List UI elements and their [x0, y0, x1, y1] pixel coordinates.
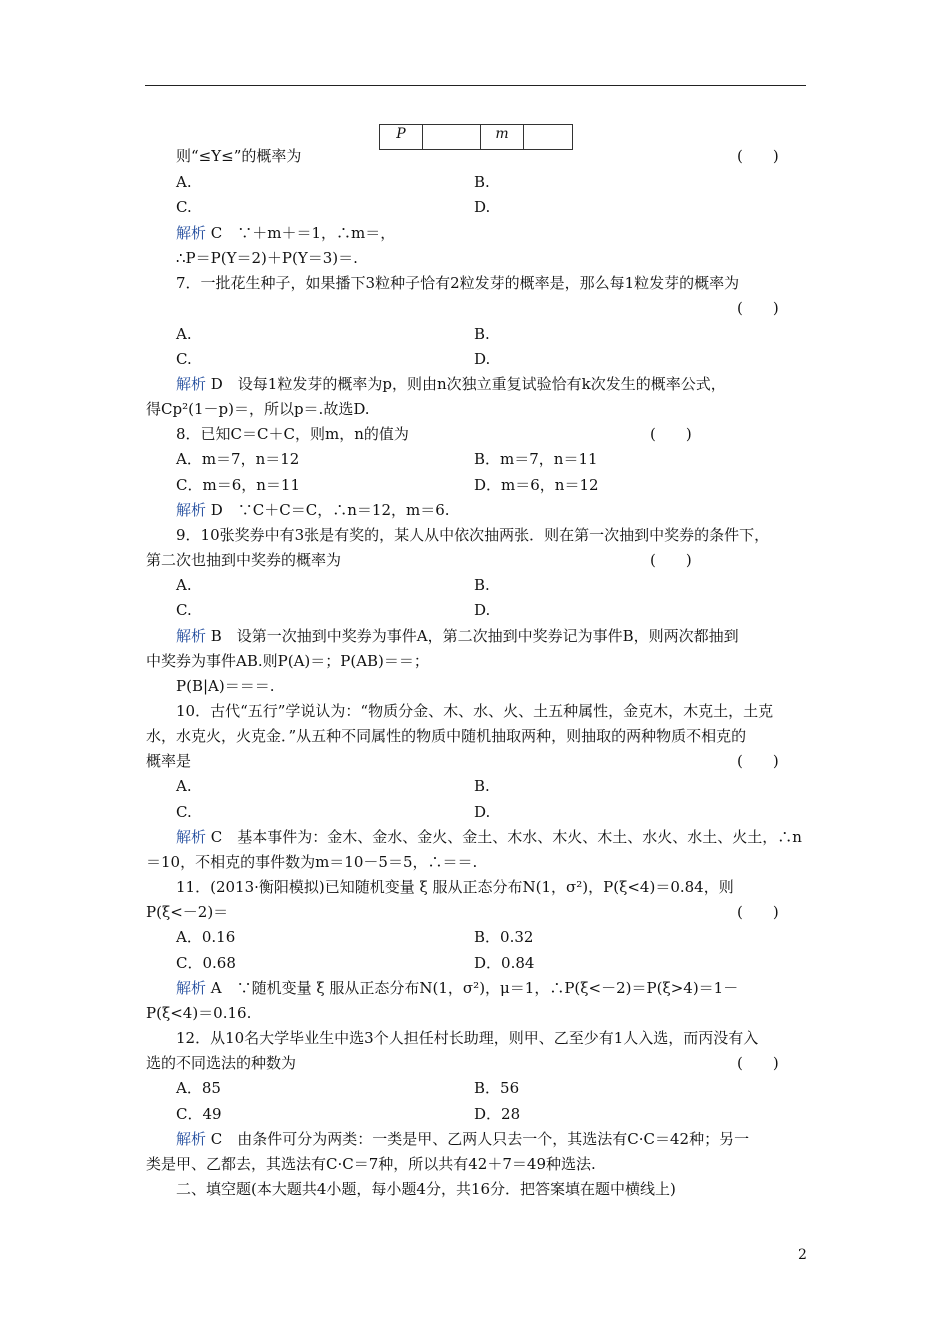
- text-line: [146, 399, 370, 419]
- line-text: C.: [176, 601, 192, 619]
- line-text: A.: [176, 777, 192, 795]
- solution-label: 解析: [176, 375, 207, 393]
- text-line: [176, 676, 274, 696]
- solution-line: [176, 978, 738, 998]
- line-text: ＝10，不相克的事件数为m＝10－5＝5，∴＝＝.: [146, 853, 478, 871]
- text-line: [176, 927, 235, 947]
- text-line: [176, 776, 192, 796]
- table-cell-blank-1: [423, 125, 481, 150]
- text-line: [176, 248, 358, 268]
- text-line: [176, 525, 769, 545]
- answer-bracket: ( ): [650, 425, 692, 443]
- line-text: P(B|A)＝＝＝.: [176, 677, 275, 695]
- text-line: [176, 273, 739, 293]
- line-text: A.: [176, 576, 192, 594]
- line-text: C.: [176, 350, 192, 368]
- line-text: ∴P＝P(Y＝2)＋P(Y＝3)＝.: [176, 249, 358, 267]
- text-line: [176, 802, 192, 822]
- page-number: 2: [798, 1247, 807, 1263]
- answer-bracket: ( ): [737, 1054, 779, 1072]
- line-text: D．m＝6，n＝12: [474, 476, 599, 494]
- text-line: [474, 1104, 520, 1124]
- line-text: A ∵随机变量 ξ 服从正态分布N(1，σ²)，μ＝1，∴P(ξ<－2)＝P(ξ>4)＝1－: [206, 979, 739, 997]
- line-text: D.: [474, 601, 491, 619]
- text-line: [176, 701, 773, 721]
- text-line: [146, 1053, 296, 1073]
- answer-bracket: ( ): [737, 752, 779, 770]
- text-line: [146, 1003, 251, 1023]
- table-cell-p: P: [380, 125, 423, 150]
- text-line: [146, 550, 341, 570]
- text-line: [146, 1154, 596, 1174]
- text-line: [176, 349, 192, 369]
- text-line: [176, 1179, 676, 1199]
- solution-label: 解析: [176, 627, 207, 645]
- line-text: C.: [176, 803, 192, 821]
- line-text: B.: [474, 576, 490, 594]
- line-text: D.: [474, 350, 491, 368]
- line-text: D．0.84: [474, 954, 535, 972]
- line-text: 概率是: [146, 752, 192, 770]
- solution-line: [176, 1129, 749, 1149]
- solution-label: 解析: [176, 828, 207, 846]
- text-line: [176, 600, 192, 620]
- text-line: [474, 449, 598, 469]
- line-text: P(ξ<－2)＝: [146, 903, 229, 921]
- answer-bracket: ( ): [737, 147, 779, 165]
- line-text: 第二次也抽到中奖券的概率为: [146, 551, 342, 569]
- line-text: C 基本事件为：金木、金水、金火、金土、木水、木火、木土、水火、水土、火土，∴n: [206, 828, 802, 846]
- line-text: 中奖券为事件AB.则P(A)＝；P(AB)＝＝；: [146, 652, 429, 670]
- line-text: B．56: [474, 1079, 520, 1097]
- solution-label: 解析: [176, 1130, 207, 1148]
- text-line: [474, 927, 533, 947]
- text-line: [474, 324, 490, 344]
- text-line: [474, 349, 490, 369]
- probability-table: [379, 124, 573, 150]
- solution-line: [176, 223, 395, 243]
- line-text: D ∵C＋C＝C，∴n＝12，m＝6.: [206, 501, 450, 519]
- line-text: 7．一批花生种子，如果播下3粒种子恰有2粒发芽的概率是，那么每1粒发芽的概率为: [176, 274, 740, 292]
- answer-bracket: ( ): [650, 551, 692, 569]
- line-text: 二、填空题(本大题共4小题，每小题4分，共16分．把答案填在题中横线上): [176, 1180, 676, 1198]
- text-line: [146, 651, 429, 671]
- text-line: [176, 449, 299, 469]
- line-text: 选的不同选法的种数为: [146, 1054, 297, 1072]
- solution-label: 解析: [176, 224, 207, 242]
- text-line: [176, 172, 192, 192]
- header-rule: [145, 85, 806, 86]
- text-line: [146, 902, 228, 922]
- line-text: A．85: [176, 1079, 221, 1097]
- line-text: C．m＝6，n＝11: [176, 476, 300, 494]
- line-text: B．m＝7，n＝11: [474, 450, 598, 468]
- text-line: [176, 197, 192, 217]
- line-text: A.: [176, 173, 192, 191]
- text-line: [176, 475, 300, 495]
- line-text: A.: [176, 325, 192, 343]
- line-text: D.: [474, 803, 491, 821]
- line-text: C 由条件可分为两类：一类是甲、乙两人只去一个，其选法有C·C＝42种；另一: [206, 1130, 750, 1148]
- table-cell-m: m: [481, 125, 524, 150]
- text-line: [146, 726, 746, 746]
- line-text: B.: [474, 325, 490, 343]
- text-line: [474, 776, 490, 796]
- line-text: A．0.16: [176, 928, 236, 946]
- line-text: B.: [474, 777, 490, 795]
- table-cell-blank-2: [524, 125, 573, 150]
- line-text: 则“≤Y≤”的概率为: [176, 147, 302, 165]
- text-line: [176, 1028, 758, 1048]
- text-line: [176, 575, 192, 595]
- text-line: [146, 852, 477, 872]
- text-line: [176, 324, 192, 344]
- text-line: [474, 475, 599, 495]
- line-text: D.: [474, 198, 491, 216]
- line-text: 10．古代“五行”学说认为：“物质分金、木、水、火、土五种属性，金克木，木克土，土克: [176, 702, 774, 720]
- line-text: 类是甲、乙都去，其选法有C·C＝7种，所以共有42＋7＝49种选法.: [146, 1155, 596, 1173]
- text-line: [176, 424, 409, 444]
- line-text: C.: [176, 198, 192, 216]
- solution-label: 解析: [176, 501, 207, 519]
- line-text: 9．10张奖券中有3张是有奖的，某人从中依次抽两张．则在第一次抽到中奖券的条件下，: [176, 526, 770, 544]
- line-text: C ∵＋m＋＝1，∴m＝，: [206, 224, 396, 242]
- text-line: [474, 575, 490, 595]
- answer-bracket: ( ): [737, 299, 779, 317]
- solution-line: [176, 500, 450, 520]
- solution-label: 解析: [176, 979, 207, 997]
- text-line: [176, 877, 734, 897]
- line-text: A．m＝7，n＝12: [176, 450, 300, 468]
- text-line: [176, 953, 236, 973]
- solution-line: [176, 626, 739, 646]
- text-line: [176, 1078, 221, 1098]
- solution-line: [176, 827, 802, 847]
- line-text: P(ξ<4)＝0.16.: [146, 1004, 252, 1022]
- line-text: 水，水克火，火克金．”从五种不同属性的物质中随机抽取两种，则抽取的两种物质不相克的: [146, 727, 747, 745]
- text-line: [474, 600, 490, 620]
- text-line: [474, 197, 490, 217]
- solution-line: [176, 374, 726, 394]
- line-text: C．49: [176, 1105, 222, 1123]
- line-text: D．28: [474, 1105, 521, 1123]
- line-text: B．0.32: [474, 928, 534, 946]
- line-text: B 设第一次抽到中奖券为事件A，第二次抽到中奖券记为事件B，则两次都抽到: [206, 627, 739, 645]
- answer-bracket: ( ): [737, 903, 779, 921]
- text-line: [474, 802, 490, 822]
- text-line: [474, 1078, 519, 1098]
- text-line: [146, 751, 191, 771]
- text-line: [176, 1104, 222, 1124]
- line-text: D 设每1粒发芽的概率为p，则由n次独立重复试验恰有k次发生的概率公式，: [206, 375, 726, 393]
- line-text: 12．从10名大学毕业生中选3个人担任村长助理，则甲、乙至少有1人入选，而丙没有入: [176, 1029, 759, 1047]
- line-text: C．0.68: [176, 954, 236, 972]
- text-line: [176, 146, 301, 166]
- text-line: [474, 953, 534, 973]
- text-line: [474, 172, 490, 192]
- line-text: 11．(2013·衡阳模拟)已知随机变量 ξ 服从正态分布N(1，σ²)，P(ξ<4)＝0.84，则: [176, 878, 734, 896]
- line-text: 8．已知C＝C＋C，则m，n的值为: [176, 425, 409, 443]
- line-text: B.: [474, 173, 490, 191]
- line-text: 得Cp²(1－p)＝，所以p＝.故选D.: [146, 400, 370, 418]
